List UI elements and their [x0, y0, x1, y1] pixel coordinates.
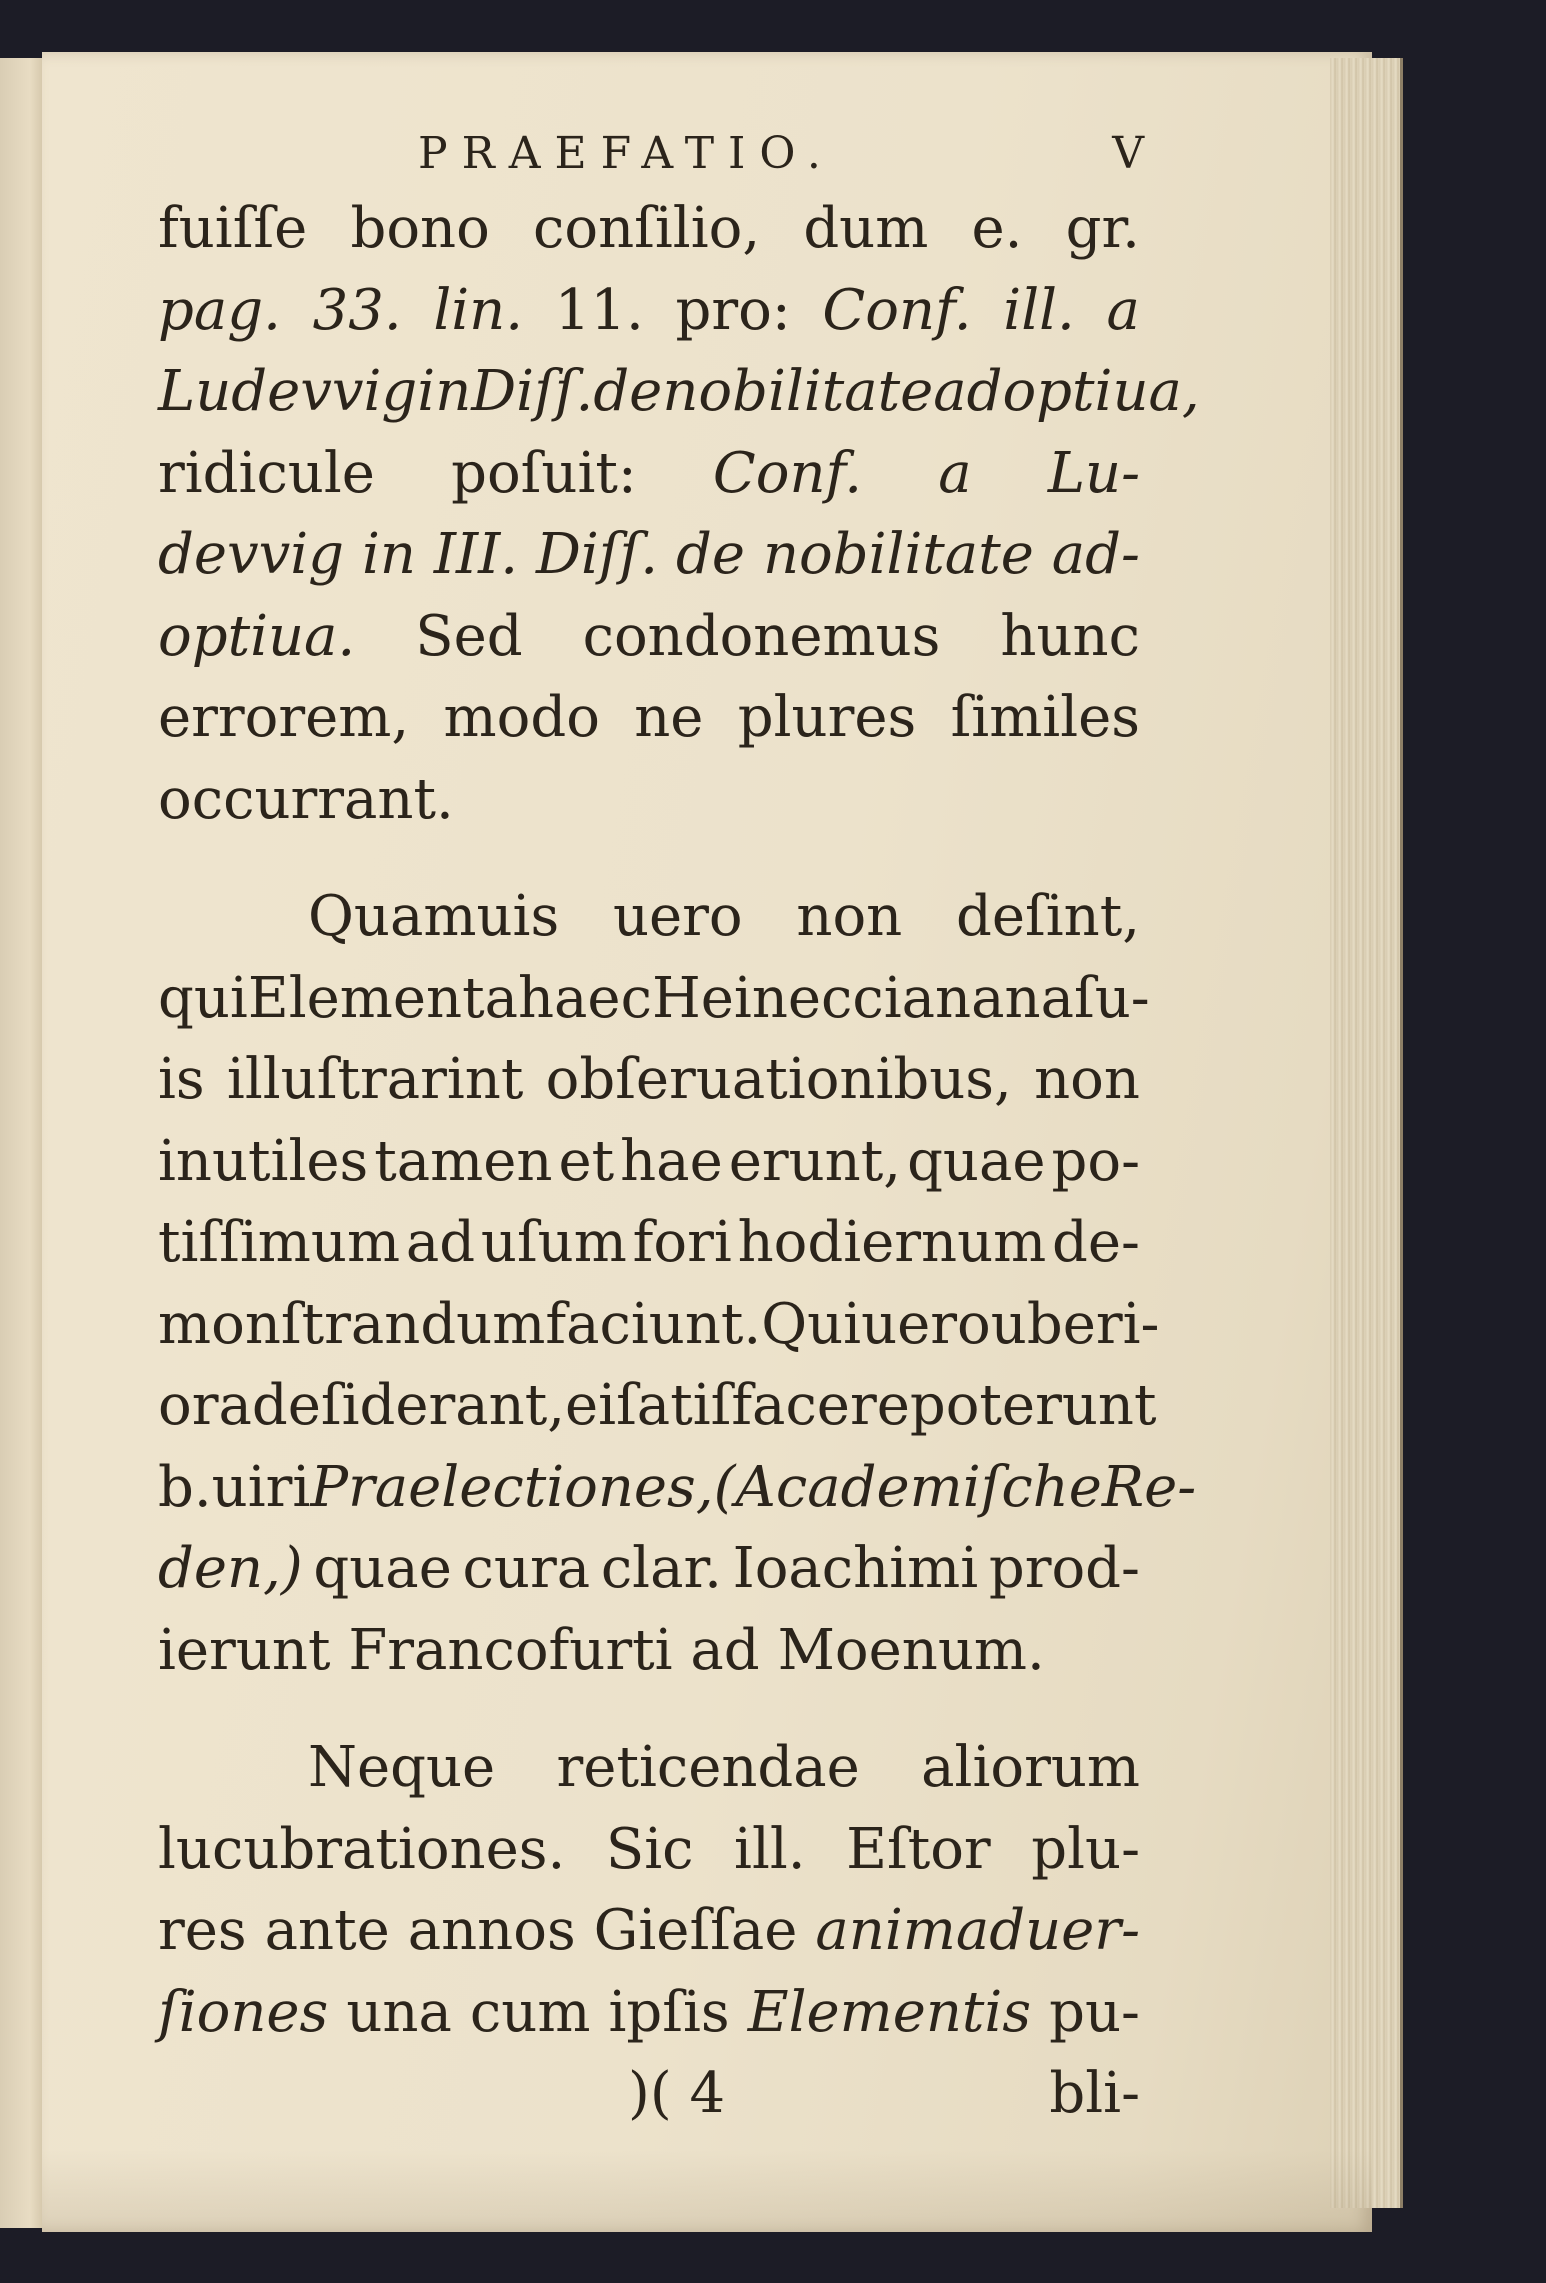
word: aliorum — [921, 1735, 1140, 1800]
word: deſint, — [956, 884, 1140, 949]
text-line — [158, 759, 1140, 841]
word: ad — [405, 1210, 476, 1275]
text-line — [158, 1121, 1140, 1203]
word: uero — [861, 1291, 991, 1357]
word: 11. — [554, 277, 644, 343]
word: fuiſſe — [158, 196, 308, 261]
word: in — [361, 522, 416, 587]
word: Moenum. — [777, 1617, 1045, 1683]
word: ſatiſfacere — [616, 1373, 910, 1438]
text-line — [158, 1809, 1140, 1891]
paragraph-3 — [158, 1727, 1140, 2053]
word: cum — [469, 1979, 591, 2045]
word: conſilio, — [533, 196, 761, 261]
word: Conf. — [712, 440, 863, 506]
text-line — [158, 1528, 1140, 1610]
word: una — [346, 1979, 452, 2045]
text-line — [158, 1365, 1157, 1447]
running-head-title: PRAEFATIO. — [418, 128, 835, 179]
paragraph-2 — [158, 876, 1197, 1691]
word: ipſis — [608, 1979, 730, 2045]
word: Sed — [415, 603, 523, 669]
word: lucubrationes. — [158, 1816, 566, 1882]
word: annos — [407, 1898, 576, 1963]
word: reticendae — [556, 1735, 860, 1800]
word: in — [417, 359, 472, 424]
word: modo — [443, 685, 600, 750]
word: pag. — [158, 277, 281, 343]
text-line — [158, 1972, 1140, 2054]
text-line — [158, 1727, 1140, 1809]
text-line — [158, 514, 1140, 596]
word: de — [593, 359, 663, 424]
word: Francofurti — [348, 1617, 673, 1683]
page-stack-edge — [1330, 58, 1403, 2208]
word: (Academiſche — [713, 1454, 1102, 1520]
word: devvig — [158, 522, 345, 587]
word: is — [158, 1047, 205, 1112]
word: obſeruationibus, — [545, 1047, 1012, 1112]
word: tamen — [374, 1128, 553, 1194]
word: Heineccianana — [651, 965, 1074, 1031]
word: haec — [517, 965, 652, 1031]
word: errorem, — [158, 685, 410, 750]
word: quae — [313, 1536, 452, 1601]
word: ſu- — [1073, 965, 1150, 1031]
word: III. — [433, 522, 519, 587]
word: a — [1106, 277, 1140, 343]
word: prod- — [988, 1536, 1140, 1601]
word: plures — [737, 685, 917, 750]
word: uberi- — [990, 1291, 1160, 1357]
word: hodiernum — [737, 1210, 1047, 1275]
word: dum — [803, 196, 929, 261]
word: poſuit: — [451, 440, 637, 506]
word: e. — [971, 196, 1023, 261]
text-line — [158, 958, 1150, 1040]
word: b. — [158, 1454, 212, 1520]
word: cura — [462, 1536, 591, 1601]
word: fori — [632, 1210, 732, 1275]
word: inutiles — [158, 1128, 369, 1194]
word: Diſſ. — [471, 359, 594, 424]
word: res — [158, 1898, 247, 1963]
word: nobilitate — [762, 522, 1034, 587]
word: et — [558, 1128, 615, 1194]
word: nobilitate — [662, 359, 934, 424]
text-line — [158, 596, 1140, 678]
word: Re- — [1101, 1454, 1197, 1520]
word: deſiderant, — [251, 1373, 566, 1438]
word: ſimiles — [950, 685, 1140, 750]
word: illuſtrarint — [226, 1047, 524, 1112]
word: Elementa — [247, 965, 518, 1031]
word: animaduer- — [815, 1898, 1140, 1963]
word: ad — [690, 1617, 760, 1683]
text-line — [158, 188, 1140, 270]
word: Diſſ. — [536, 522, 659, 587]
word: ill. — [734, 1816, 806, 1882]
word: adoptiua, — [933, 359, 1200, 424]
word: qui — [158, 965, 248, 1031]
text-line — [158, 270, 1140, 352]
word: Eſtor — [846, 1816, 991, 1882]
word: ridicule — [158, 440, 375, 506]
text-line — [158, 876, 1140, 958]
page-number: V — [1112, 128, 1144, 179]
word: ill. — [1003, 277, 1075, 343]
word: ierunt — [158, 1617, 331, 1683]
word: de — [676, 522, 745, 587]
word: uiri — [211, 1454, 311, 1520]
text-line — [158, 1447, 1197, 1529]
running-head — [158, 118, 1144, 188]
word: plu- — [1031, 1816, 1140, 1882]
word: uſum — [480, 1210, 627, 1275]
catchword: bli- — [1049, 2061, 1140, 2126]
word: hunc — [1000, 603, 1140, 669]
word: a — [938, 440, 972, 506]
word: den,) — [158, 1536, 303, 1601]
word: occurrant. — [158, 766, 454, 832]
word: optiua. — [158, 603, 356, 669]
word: ſiones — [158, 1979, 329, 2045]
page-text — [158, 118, 1200, 2135]
word: Quamuis — [308, 884, 560, 949]
word: ora — [158, 1373, 252, 1438]
text-line — [158, 351, 1200, 433]
word: quae — [907, 1128, 1046, 1194]
word: bono — [350, 196, 490, 261]
word: Praelectiones, — [310, 1454, 714, 1520]
word: Neque — [308, 1735, 496, 1800]
word: Elementis — [747, 1979, 1032, 2045]
text-line — [158, 1202, 1140, 1284]
word: monſtrandum — [158, 1291, 546, 1357]
word: uero — [612, 884, 743, 949]
word: lin. — [433, 277, 524, 343]
word: tiſſimum — [158, 1210, 401, 1275]
word: Conf. — [822, 277, 972, 343]
word: Qui — [761, 1291, 862, 1357]
text-line — [158, 1610, 1140, 1692]
word: non — [796, 884, 903, 949]
word: Ioachimi — [732, 1536, 979, 1601]
word: ante — [264, 1898, 390, 1963]
word: de- — [1052, 1210, 1140, 1275]
text-line — [158, 1890, 1140, 1972]
word: pro: — [675, 277, 791, 343]
word: po- — [1051, 1128, 1140, 1194]
word: Lu- — [1047, 440, 1140, 506]
word: Gieſſae — [593, 1898, 798, 1963]
word: ne — [634, 685, 704, 750]
word: ad- — [1051, 522, 1140, 587]
text-line — [158, 1284, 1160, 1366]
text-line — [158, 677, 1140, 759]
page-shadow — [42, 2150, 1372, 2232]
word: Sic — [605, 1816, 694, 1882]
word: hae — [620, 1128, 723, 1194]
word: condonemus — [582, 603, 941, 669]
word: clar. — [600, 1536, 722, 1601]
word: poterunt — [909, 1373, 1157, 1438]
word: erunt, — [728, 1128, 902, 1194]
word: 33. — [312, 277, 402, 343]
word: non — [1034, 1047, 1140, 1112]
text-line — [158, 433, 1140, 515]
word: pu- — [1049, 1979, 1140, 2045]
word: faciunt. — [545, 1291, 762, 1357]
word: ei — [565, 1373, 617, 1438]
signature-mark: )( 4 — [628, 2061, 726, 2126]
text-line — [158, 1039, 1140, 1121]
word: gr. — [1065, 196, 1140, 261]
paragraph-1 — [158, 188, 1200, 840]
footer-line — [158, 2053, 1140, 2135]
word: Ludevvig — [158, 359, 418, 424]
